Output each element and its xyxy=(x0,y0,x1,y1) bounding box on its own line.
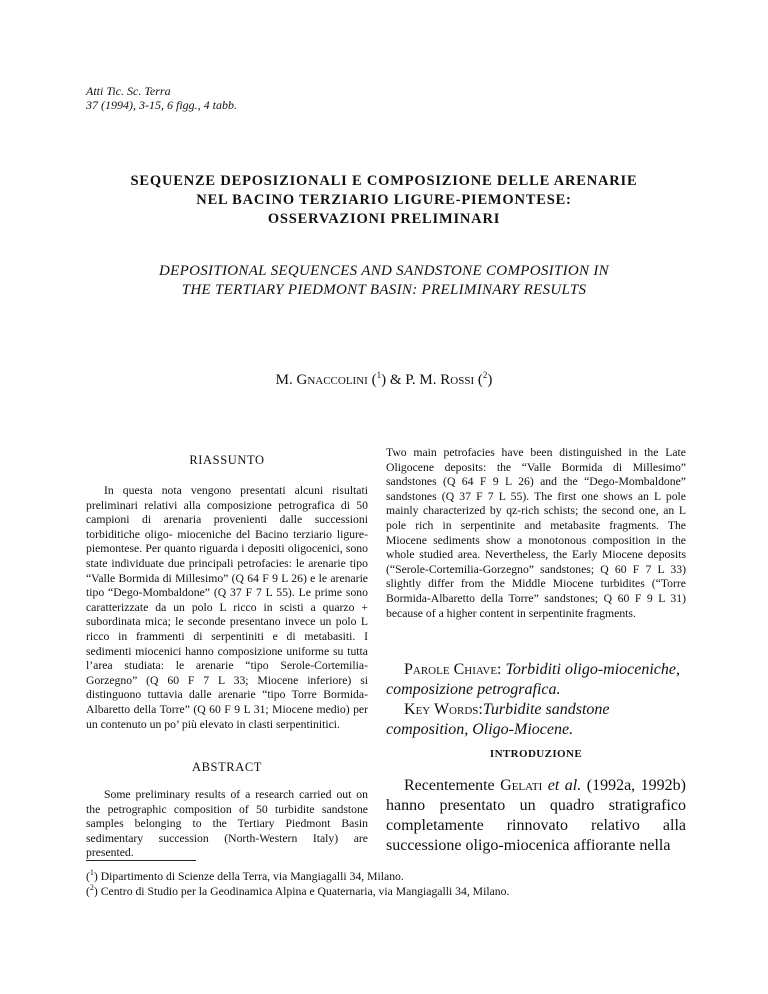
introduzione-author-rest: elati xyxy=(511,777,543,794)
parole-chiave-label-initial: P xyxy=(404,661,413,678)
author-1-initial: M. G xyxy=(275,372,308,388)
title-english-line-1: DEPOSITIONAL SEQUENCES AND SANDSTONE COMPOSITION IN xyxy=(159,263,609,279)
title-italian-line-3: OSSERVAZIONI PRELIMINARI xyxy=(267,211,501,227)
author-1-surname: naccolini xyxy=(307,372,368,388)
key-words-label-initial: K xyxy=(404,701,416,718)
introduzione-body xyxy=(386,776,686,856)
abstract-text: Some preliminary results of a research carried out on the petrographic composition of 50 turbidite sandstone samples belonging to the Tertiary Piedmont Basin sedimentary succession (North-Western Italy) are presented. xyxy=(86,788,368,860)
key-words-text: Turbidite sandstone composition, Oligo-Miocene. xyxy=(386,701,610,738)
introduzione-heading: INTRODUZIONE xyxy=(489,748,583,760)
author-2-surname: ossi xyxy=(450,372,475,388)
parole-chiave xyxy=(386,660,686,700)
parole-chiave-label-rest-2: hiave xyxy=(464,661,498,678)
title-english-line-2: THE TERTIARY PIEDMONT BASIN: PRELIMINARY RESULTS xyxy=(181,282,587,298)
journal-volume: 37 (1994), 3-15, 6 figg., 4 tabb. xyxy=(86,98,237,112)
key-words xyxy=(386,700,686,740)
title-english xyxy=(60,262,708,300)
title-italian-line-2: NEL BACINO TERZIARIO LIGURE-PIEMONTESE: xyxy=(196,192,572,208)
title-italian-line-1: SEQUENZE DEPOSIZIONALI E COMPOSIZIONE DELLE ARENARIE xyxy=(130,173,638,189)
introduzione-etal: et al. xyxy=(542,777,582,794)
title-italian xyxy=(60,172,708,229)
author-1-affiliation-mark: 1 xyxy=(376,370,382,380)
footnote-2: ($^2$) Centro di Studio per la Geodinamica Alpina e Quaternaria, via Mangiagalli 34, Milano. xyxy=(86,883,510,898)
journal-name: Atti Tic. Sc. Terra xyxy=(86,84,171,98)
riassunto-heading: RIASSUNTO xyxy=(189,453,265,467)
parole-chiave-colon: : xyxy=(497,661,506,678)
introduzione-paragraph xyxy=(386,776,686,856)
introduzione-author-initial: G xyxy=(500,777,512,794)
introduzione-lead: Recentemente xyxy=(404,777,501,794)
parole-chiave-label-initial-2: C xyxy=(449,661,465,678)
footnote-1: ($^1$) Dipartimento di Scienze della Terra, via Mangiagalli 34, Milano. xyxy=(86,868,404,883)
footnote-2-text: Centro di Studio per la Geodinamica Alpina e Quaternaria, via Mangiagalli 34, Milano. xyxy=(100,884,510,898)
author-2-initial: P. M. R xyxy=(405,372,451,388)
abstract-body xyxy=(86,788,368,861)
keywords-block xyxy=(386,660,686,740)
key-words-label-rest: ey xyxy=(415,701,431,718)
footnote-rule xyxy=(86,860,196,861)
abstract-heading: ABSTRACT xyxy=(191,760,263,774)
key-words-label-initial-2: W xyxy=(430,701,450,718)
summary-english-text: Two main petrofacies have been distinguished in the Late Oligocene deposits: the “Valle Bormida di Millesimo” sandstones (Q 64 F 9 L 26) and the “Dego-Mombaldone” sandstones (Q 37 F 7 L 55). The first one shows an L pole mainly characterized by qz-rich schists; the second one, an L pole rich in serpentinite and metabasite fragments. The Miocene sediments show a monotonous composition in the whole studied area. Nevertheless, the Early Miocene deposits (“Serole-Cortemilia-Gorzegno” sandstones; Q 60 F 7 L 33) slightly differ from the Middle Miocene turbidites (“Torre Bormida-Albaretto della Torre” sandstones; Q 60 F 9 L 31) because of a higher content in serpentinite fragments. xyxy=(386,446,686,620)
parole-chiave-label-rest: arole xyxy=(412,661,450,678)
riassunto-body xyxy=(86,484,368,732)
author-2-affiliation-mark: 2 xyxy=(482,370,488,380)
footnote-1-mark: 1 xyxy=(89,868,94,877)
summary-english-body xyxy=(386,446,686,621)
footnote-2-mark: 2 xyxy=(89,883,94,892)
parole-chiave-text: Torbiditi oligo-mioceniche, composizione petrografica. xyxy=(386,661,681,698)
key-words-label-rest-2: ords xyxy=(449,701,479,718)
journal-reference xyxy=(86,84,237,112)
key-words-colon: : xyxy=(478,701,483,718)
footnote-1-text: Dipartimento di Scienze della Terra, via Mangiagalli 34, Milano. xyxy=(100,869,404,883)
author-separator: & xyxy=(386,372,406,388)
authors: M. Gnaccolini ($^1$) & P. M. Rossi ($^2$) xyxy=(275,370,493,388)
introduzione-text: (1992a, 1992b) hanno presentato un quadro stratigrafico completamente rinnovato relativo alla successione oligo-miocenica affiorante nella xyxy=(386,777,686,854)
riassunto-text: In questa nota vengono presentati alcuni risultati preliminari relativi alla composizione petrografica di 50 campioni di arenaria provenienti dalle successioni torbiditiche oligo- mioceniche del Bacino terziario ligure-piemontese. Per quanto riguarda i depositi oligocenici, sono state individuate due principali petrofacies: le arenarie tipo “Valle Bormida di Millesimo” (Q 64 F 9 L 26) e le arenarie tipo “Dego-Mombaldone” (Q 37 F 7 L 55). Le prime sono caratterizzate da un polo L ricco in scisti a quarzo + subordinata mica; le seconde presentano invece un polo L ricco in frammenti di serpentiniti e di metabasiti. I sedimenti miocenici hanno composizione uniforme su tutta l’area studiata: le arenarie “tipo Serole-Cortemilia-Gorzegno” (Q 60 F 7 L 33; Miocene inferiore) si distinguono tuttavia dalle arenarie “tipo Torre Bormida-Albaretto della Torre” (Q 60 F 9 L 31; Miocene medio) per un contenuto un po’ più elevato in clasti serpentinitici. xyxy=(86,484,368,731)
